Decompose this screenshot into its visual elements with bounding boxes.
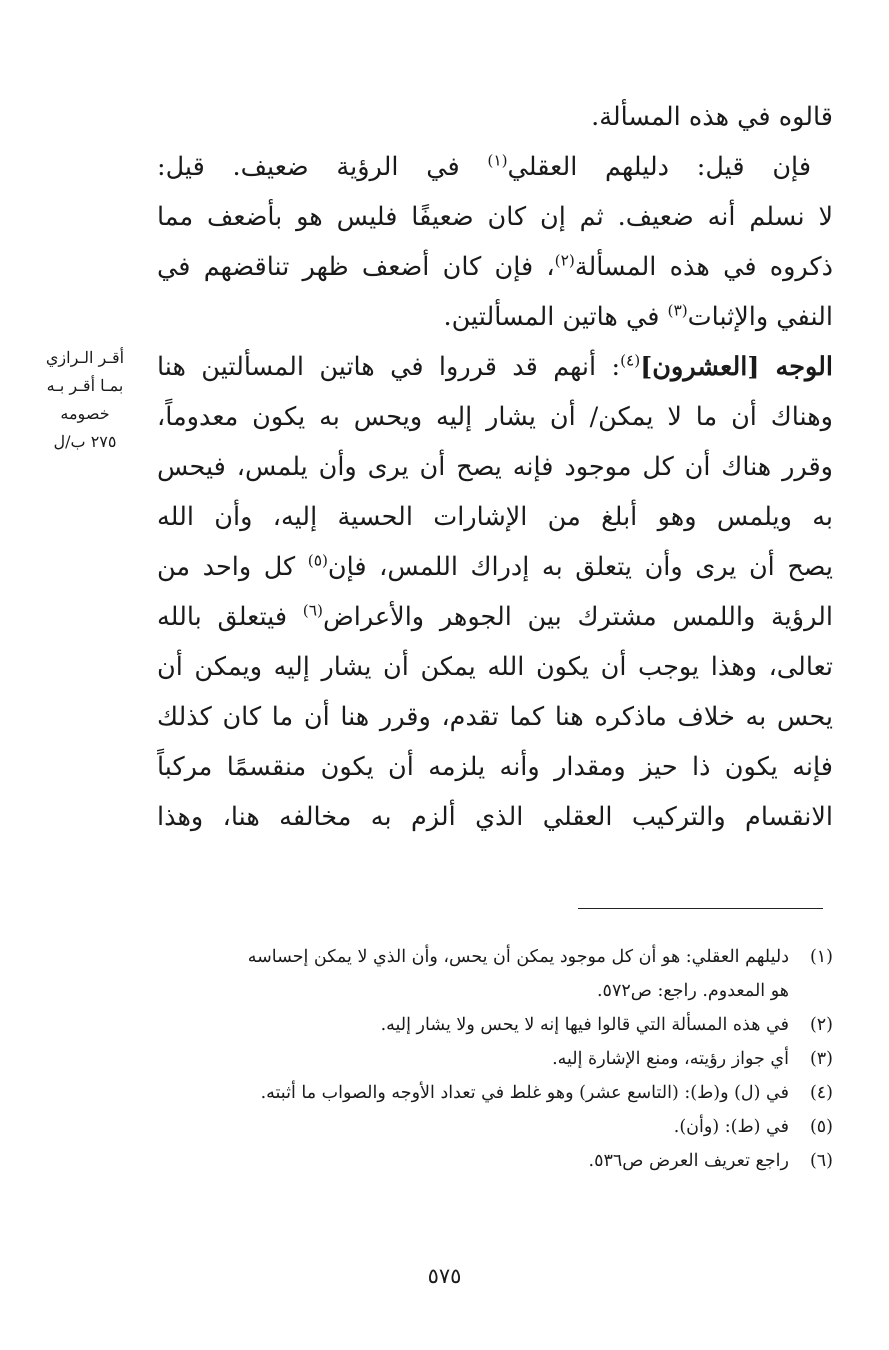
footnote-number: (٤) [809,1083,833,1103]
text-line: تعالى، وهذا يوجب أن يكون الله يمكن أن يشار إليه ويمكن أن [157,652,833,682]
footnote-text: دليلهم العقلي: هو أن كل موجود يمكن أن يحس، وأن الذي لا يمكن إحساسه [247,947,789,967]
margin-note-line: خصومه [60,404,110,423]
footnote-text: راجع تعريف العرض ص٥٣٦. [588,1151,789,1171]
footnote-text: أي جواز رؤيته، ومنع الإشارة إليه. [552,1049,789,1069]
text-line: الانقسام والتركيب العقلي الذي ألزم به مخالفه هنا، وهذا [157,802,833,832]
text-line: الوجه [العشرون]$^{(٤)}$: أنهم قد قرروا في هاتين المسألتين هنا [157,351,833,382]
footnote [143,1042,833,1076]
footnote-text: في (ل) و(ط): (التاسع عشر) وهو غلط في تعداد الأوجه والصواب ما أثبته. [260,1083,789,1103]
footnote [143,940,833,974]
text-line: قالوه في هذه المسألة. [591,102,833,132]
text-line: ذكروه في هذه المسألة$^{(٢)}$، فإن كان أضعف ظهر تناقضهم في [157,251,833,282]
footnote-ref[interactable]: (٣) [667,301,688,320]
manuscript-folio: ٢٧٥ ب/ل [53,432,117,451]
footnote-ref[interactable]: (٤) [620,351,641,370]
footnote [143,1144,833,1178]
footnote-text: في (ط): (وأن). [673,1117,789,1137]
text-line: فإنه يكون ذا حيز ومقدار وأنه يلزمه أن يكون منقسمًا مركباً [157,752,833,782]
footnote-ref[interactable]: (٥) [307,551,328,570]
footnote [143,1076,833,1110]
footnote-number: (٣) [809,1049,833,1069]
margin-note-line: بمـا أقـر بـه [46,376,124,395]
footnote-ref[interactable]: (١) [487,151,508,170]
footnote-number: (٥) [809,1117,833,1137]
text-line: يحس به خلاف ماذكره هنا كما تقدم، وقرر هنا أن ما كان كذلك [157,702,833,732]
main-text [157,92,833,842]
section-heading: الوجه [العشرون] [640,352,833,382]
footnote-ref[interactable]: (٦) [302,601,323,620]
footnote-text-continued: هو المعدوم. راجع: ص٥٧٢. [596,981,789,1001]
footnote [143,1008,833,1042]
margin-note-line: أقـر الـرازي [45,348,125,367]
text-line: به ويلمس وهو أبلغ من الإشارات الحسية إليه، وأن الله [157,502,833,532]
footnote-text: في هذه المسألة التي قالوا فيها إنه لا يحس ولا يشار إليه. [380,1015,789,1035]
footnotes [143,940,833,1178]
margin-note [30,344,140,456]
text-line: يصح أن يرى وأن يتعلق به إدراك اللمس، فإن$^{(٥)}$ كل واحد من [157,551,833,582]
text-line: وقرر هناك أن كل موجود فإنه يصح أن يرى وأن يلمس، فيحس [157,452,833,482]
footnote-number: (٢) [809,1015,833,1035]
text-line: النفي والإثبات$^{(٣)}$ في هاتين المسألتين. [443,301,833,332]
footnote-number: (١) [809,947,833,967]
page-number: ٥٧٥ [427,1264,462,1288]
text-line: لا نسلم أنه ضعيف. ثم إن كان ضعيفًا فليس هو بأضعف مما [157,202,833,232]
text-line: وهناك أن ما لا يمكن/ أن يشار إليه ويحس به يكون معدوماً، [157,402,833,432]
footnote [143,1110,833,1144]
footnote-ref[interactable]: (٢) [554,251,575,270]
text-line: فإن قيل: دليلهم العقلي$^{(١)}$ في الرؤية ضعيف. قيل: [157,151,812,182]
text-line: الرؤية واللمس مشترك بين الجوهر والأعراض$^{(٦)}$ فيتعلق بالله [157,601,833,632]
footnote-separator [578,908,823,909]
footnote-number: (٦) [809,1151,833,1171]
